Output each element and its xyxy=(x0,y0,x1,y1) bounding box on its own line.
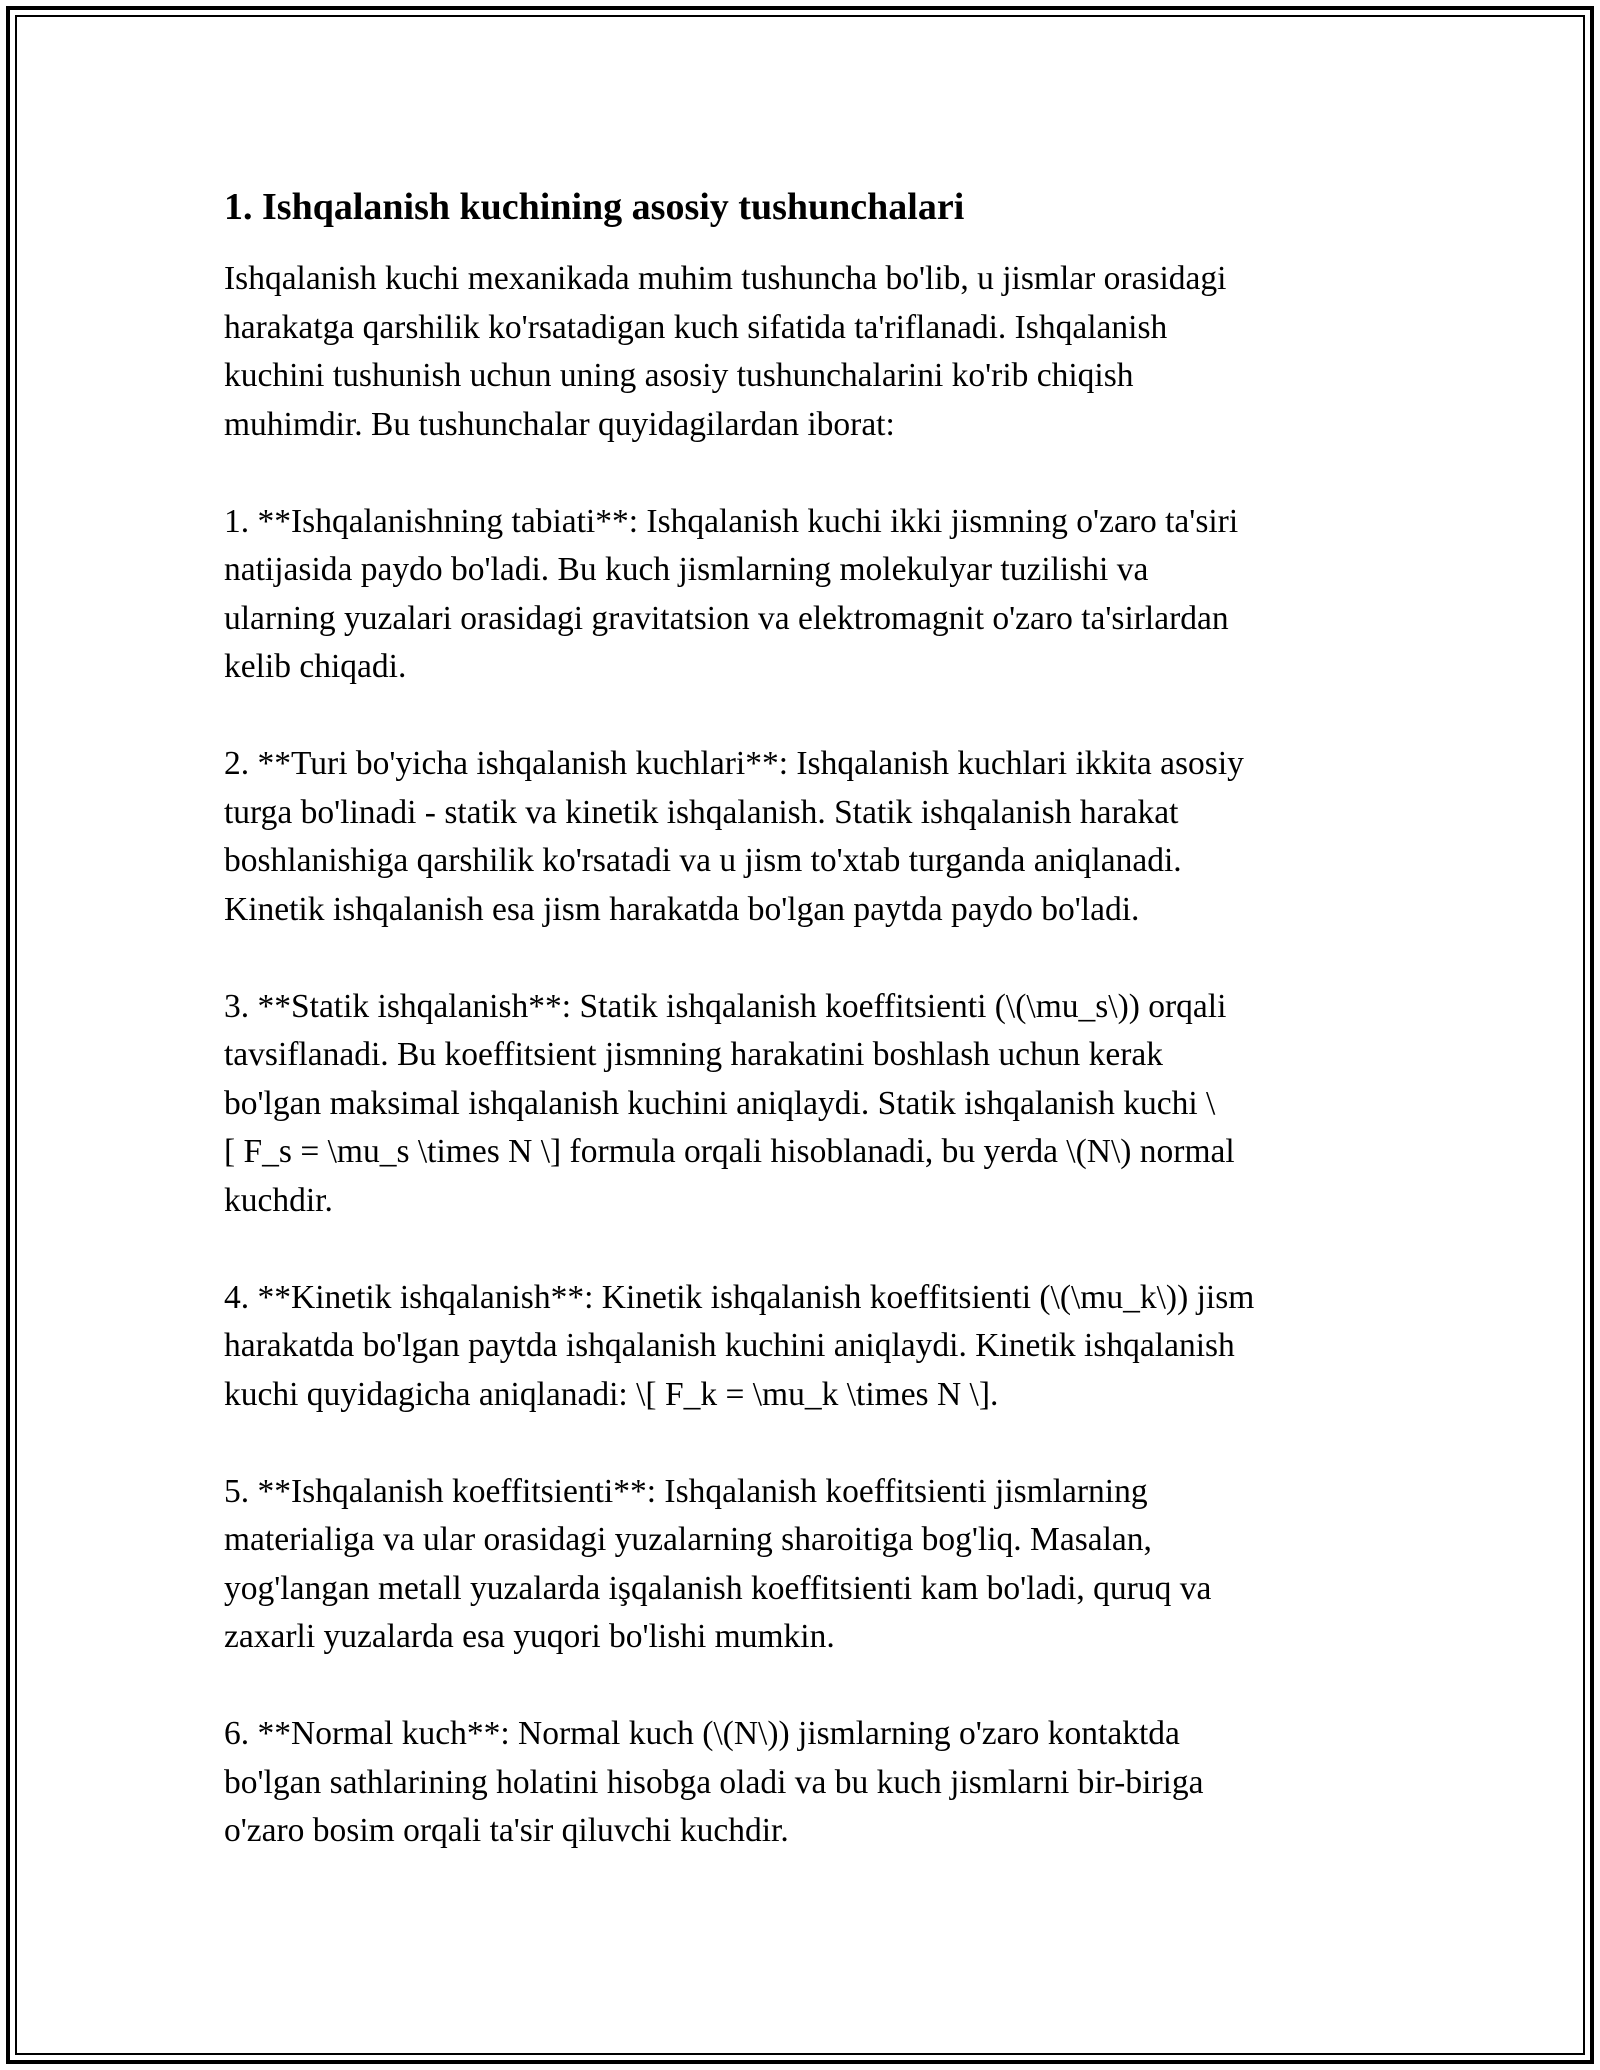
text-line: 5. **Ishqalanish koeffitsienti**: Ishqalanish koeffitsienti jismlarning xyxy=(224,1472,1148,1510)
text-line: [ F_s = \mu_s \times N \] formula orqali hisoblanadi, bu yerda \(N\) normal xyxy=(224,1133,1235,1170)
list-item-coefficient xyxy=(224,1468,1374,1662)
text-line: boshlanishiga qarshilik ko'rsatadi va u jism to'xtab turganda aniqlanadi. xyxy=(224,842,1182,879)
text-line: kuchi quyidagicha aniqlanadi: \[ F_k = \mu_k \times N \]. xyxy=(224,1375,999,1413)
text-line: 4. **Kinetik ishqalanish**: Kinetik ishqalanish koeffitsienti (\(\mu_k\)) jism xyxy=(224,1278,1255,1316)
text-line: yog'langan metall yuzalarda işqalanish koeffitsienti kam bo'ladi, quruq va xyxy=(224,1569,1212,1607)
intro-paragraph xyxy=(224,255,1374,449)
text-line: 1. **Ishqalanishning tabiati**: Ishqalanish kuchi ikki jismning o'zaro ta'siri xyxy=(224,502,1239,540)
text-line: Ishqalanish kuchi mexanikada muhim tushuncha bo'lib, u jismlar orasidagi xyxy=(224,260,1227,297)
text-line: harakatga qarshilik ko'rsatadigan kuch sifatida ta'riflanadi. Ishqalanish xyxy=(224,308,1168,346)
list-item-normal-force xyxy=(224,1710,1374,1856)
text-line: kelib chiqadi. xyxy=(224,648,407,685)
text-line: 6. **Normal kuch**: Normal kuch (\(N\)) jismlarning o'zaro kontaktda xyxy=(224,1715,1180,1752)
text-line: natijasida paydo bo'ladi. Bu kuch jismlarning molekulyar tuzilishi va xyxy=(224,551,1149,588)
text-line: harakatda bo'lgan paytda ishqalanish kuchini aniqlaydi. Kinetik ishqalanish xyxy=(224,1327,1235,1364)
text-line: muhimdir. Bu tushunchalar quyidagilardan iborat: xyxy=(224,405,895,443)
list-item-types xyxy=(224,740,1374,934)
document-body xyxy=(224,183,1374,1904)
text-line: bo'lgan maksimal ishqalanish kuchini aniqlaydi. Statik ishqalanish kuchi \ xyxy=(224,1084,1216,1122)
text-line: 3. **Statik ishqalanish**: Statik ishqalanish koeffitsienti (\(\mu_s\)) orqali xyxy=(224,987,1227,1025)
list-item-kinetic-friction xyxy=(224,1274,1374,1420)
text-line: turga bo'linadi - statik va kinetik ishqalanish. Statik ishqalanish harakat xyxy=(224,793,1179,831)
text-line: kuchini tushunish uchun uning asosiy tushunchalarini ko'rib chiqish xyxy=(224,357,1134,394)
list-item-static-friction xyxy=(224,983,1374,1226)
text-line: kuchdir. xyxy=(224,1181,333,1219)
text-line: bo'lgan sathlarining holatini hisobga oladi va bu kuch jismlarni bir-biriga xyxy=(224,1763,1204,1801)
section-heading: 1. Ishqalanish kuchining asosiy tushunchalari xyxy=(224,186,965,228)
list-item-nature xyxy=(224,498,1374,692)
text-line: Kinetik ishqalanish esa jism harakatda bo'lgan paytda paydo bo'ladi. xyxy=(224,890,1140,928)
text-line: zaxarli yuzalarda esa yuqori bo'lishi mumkin. xyxy=(224,1618,835,1655)
text-line: tavsiflanadi. Bu koeffitsient jismning harakatini boshlash uchun kerak xyxy=(224,1036,1164,1073)
text-line: materialiga va ular orasidagi yuzalarning sharoitiga bog'liq. Masalan, xyxy=(224,1521,1152,1558)
text-line: 2. **Turi bo'yicha ishqalanish kuchlari**: Ishqalanish kuchlari ikkita asosiy xyxy=(224,745,1244,782)
text-line: o'zaro bosim orqali ta'sir qiluvchi kuchdir. xyxy=(224,1812,789,1849)
text-line: ularning yuzalari orasidagi gravitatsion va elektromagnit o'zaro ta'sirlardan xyxy=(224,599,1229,637)
